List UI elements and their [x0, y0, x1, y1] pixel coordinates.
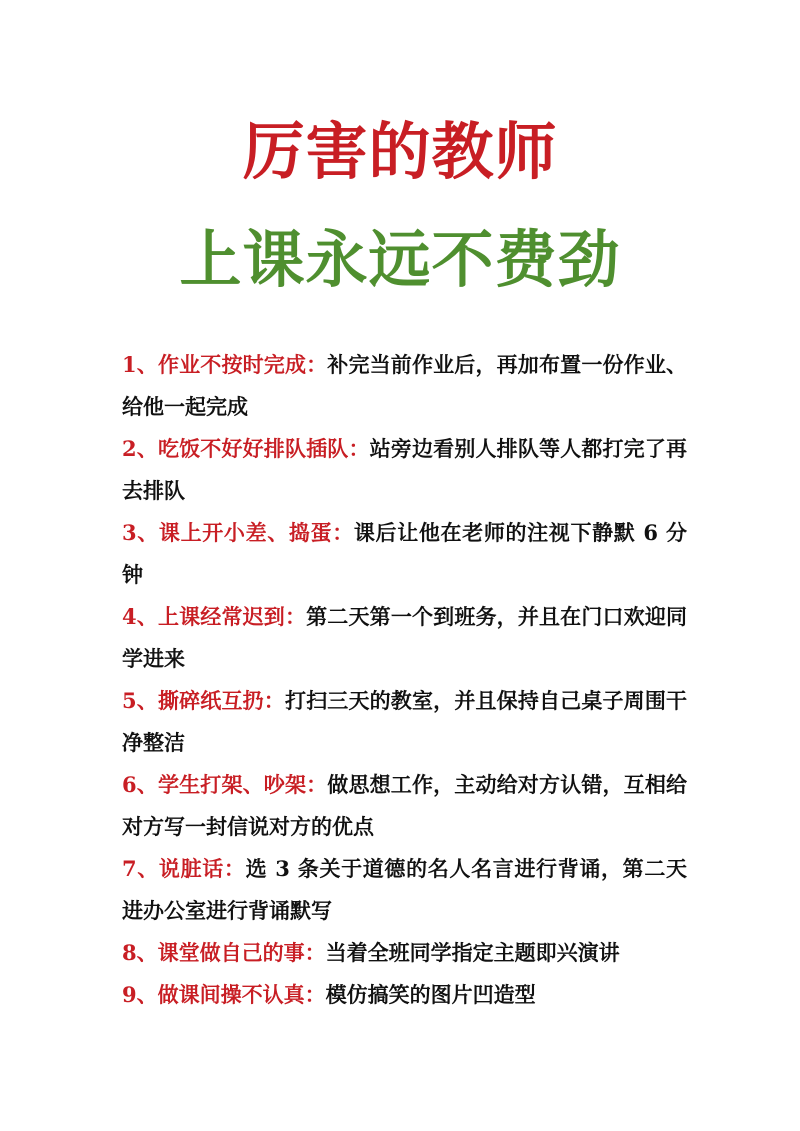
item-text: 选 3 条关于道德的名人名言进行背诵，第二天进办公室进行背诵默写 [122, 856, 687, 923]
item-heading: 1、作业不按时完成： [122, 352, 328, 377]
rules-list [122, 344, 687, 1016]
item-heading: 6、学生打架、吵架： [122, 772, 328, 797]
item-heading: 4、上课经常迟到： [122, 604, 307, 629]
item-text: 模仿搞笑的图片凹造型 [325, 982, 536, 1007]
list-item-3 [122, 512, 687, 596]
item-text: 做思想工作，主动给对方认错，互相给对方写一封信说对方的优点 [122, 772, 687, 839]
list-item-6 [122, 764, 687, 848]
item-text: 补完当前作业后，再加布置一份作业、给他一起完成 [122, 352, 687, 419]
item-heading: 5、撕碎纸互扔： [122, 688, 285, 713]
list-item-1 [122, 344, 687, 428]
item-text: 第二天第一个到班务，并且在门口欢迎同学进来 [122, 604, 687, 671]
page-subtitle: 上课永远不费劲 [179, 223, 621, 296]
item-text: 站旁边看别人排队等人都打完了再去排队 [122, 436, 687, 503]
item-text: 当着全班同学指定主题即兴演讲 [325, 940, 620, 965]
list-item-2 [122, 428, 687, 512]
item-heading: 2、吃饭不好好排队插队： [122, 436, 370, 461]
item-text: 打扫三天的教室，并且保持自己桌子周围干净整洁 [122, 688, 687, 755]
item-heading: 3、课上开小差、捣蛋： [122, 520, 354, 545]
item-heading: 7、说脏话： [122, 856, 246, 881]
list-item-5 [122, 680, 687, 764]
page-title: 厉害的教师 [242, 115, 558, 188]
item-heading: 8、课堂做自己的事： [122, 940, 326, 965]
list-item-4 [122, 596, 687, 680]
item-heading: 9、做课间操不认真： [122, 982, 326, 1007]
list-item-9 [122, 974, 687, 1016]
list-item-7 [122, 848, 687, 932]
list-item-8 [122, 932, 687, 974]
item-text: 课后让他在老师的注视下静默 6 分钟 [122, 520, 687, 587]
